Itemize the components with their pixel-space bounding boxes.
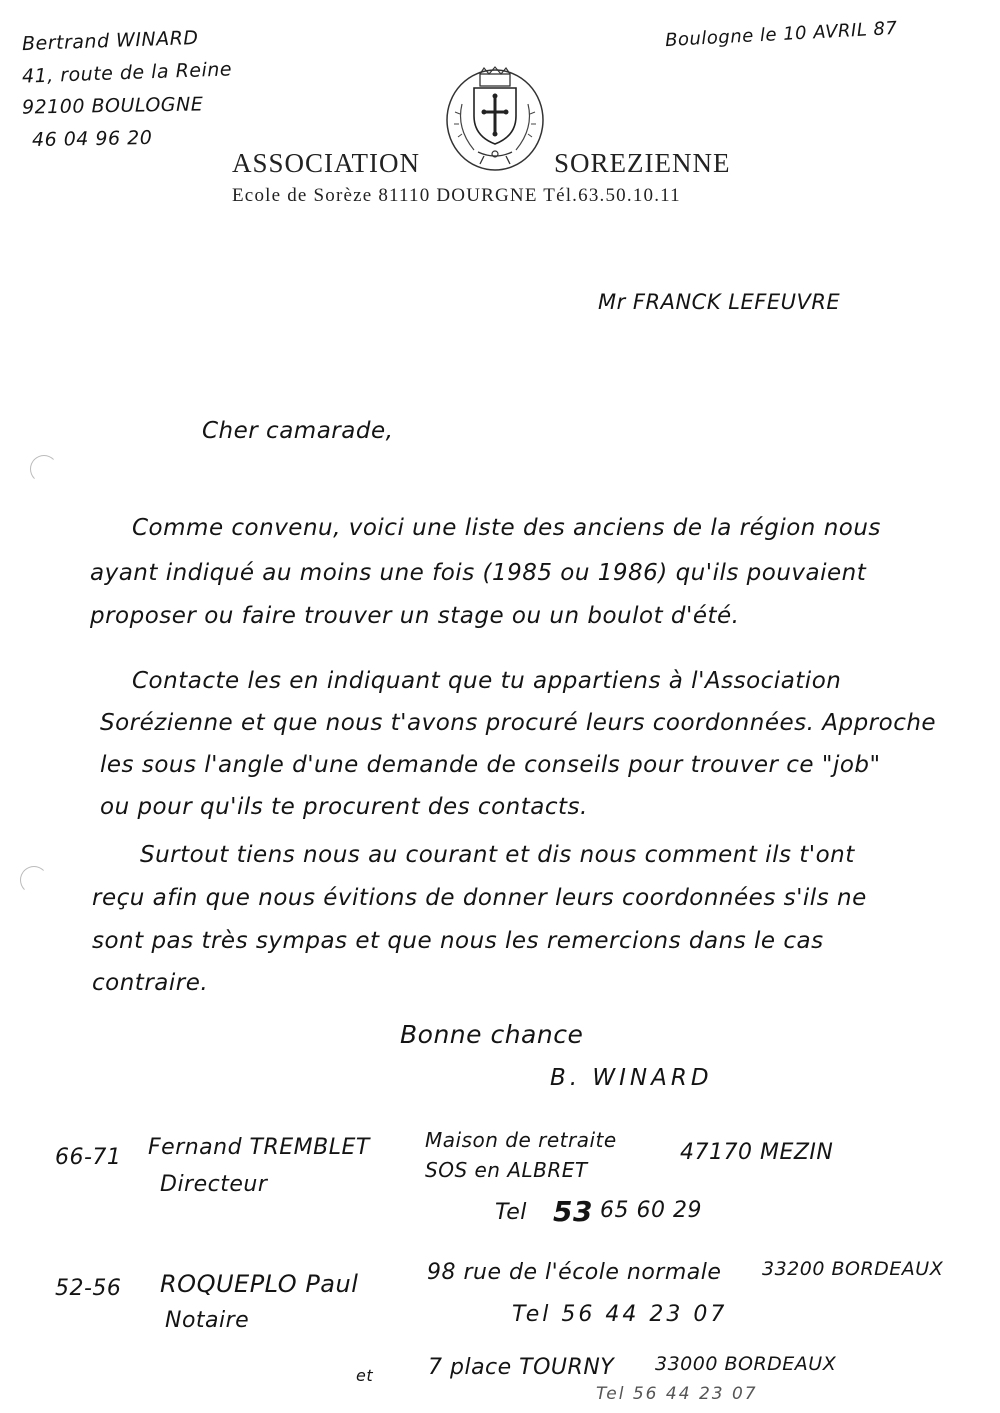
body-line: les sous l'angle d'une demande de conseils pour trouver ce "job" bbox=[100, 752, 881, 778]
body-line: Contacte les en indiquant que tu appartiens à l'Association bbox=[132, 668, 842, 694]
letterhead-name-right: SOREZIENNE bbox=[554, 148, 731, 178]
body-line: ou pour qu'ils te procurent des contacts. bbox=[100, 794, 588, 820]
recipient: Mr FRANCK LEFEUVRE bbox=[598, 290, 841, 314]
punch-hole-mark-bottom bbox=[20, 866, 48, 894]
signature: B. WINARD bbox=[550, 1065, 713, 1091]
contact-title: Notaire bbox=[165, 1308, 250, 1333]
contact-tel: Tel 56 44 23 07 bbox=[512, 1302, 728, 1327]
sender-name: Bertrand WINARD bbox=[21, 26, 199, 56]
conjunction: et bbox=[356, 1366, 374, 1385]
body-line: proposer ou faire trouver un stage ou un boulot d'été. bbox=[90, 603, 740, 629]
contact-org-line2: SOS en ALBRET bbox=[425, 1158, 588, 1182]
body-line: contraire. bbox=[92, 970, 209, 996]
contact-org-line1: Maison de retraite bbox=[425, 1128, 617, 1152]
closing: Bonne chance bbox=[400, 1020, 584, 1049]
contact-tel: 65 60 29 bbox=[600, 1198, 702, 1223]
contact-years: 66-71 bbox=[55, 1145, 122, 1170]
contact-tel-prefix: 53 bbox=[553, 1195, 593, 1228]
contact-city: 33200 BORDEAUX bbox=[762, 1258, 944, 1280]
body-line: sont pas très sympas et que nous les remercions dans le cas bbox=[92, 928, 824, 954]
body-line: ayant indiqué au moins une fois (1985 ou 1986) qu'ils pouvaient bbox=[90, 560, 867, 586]
contact-years: 52-56 bbox=[55, 1276, 122, 1301]
contact-tel: Tel 56 44 23 07 bbox=[596, 1384, 758, 1404]
body-line: Surtout tiens nous au courant et dis nous comment ils t'ont bbox=[140, 842, 855, 868]
body-line: Comme convenu, voici une liste des anciens de la région nous bbox=[132, 515, 881, 541]
body-line: reçu afin que nous évitions de donner leurs coordonnées s'ils ne bbox=[92, 885, 867, 911]
contact-name: ROQUEPLO Paul bbox=[160, 1270, 359, 1298]
contact-title: Directeur bbox=[160, 1172, 268, 1197]
contact-tel-label: Tel bbox=[495, 1200, 527, 1225]
letterhead-address: Ecole de Sorèze 81110 DOURGNE Tél.63.50.10.11 bbox=[232, 185, 681, 206]
sender-phone: 46 04 96 20 bbox=[31, 126, 153, 152]
punch-hole-mark-top bbox=[30, 455, 58, 483]
body-line: Sorézienne et que nous t'avons procuré leurs coordonnées. Approche bbox=[100, 710, 937, 736]
date-line: Boulogne le 10 AVRIL 87 bbox=[664, 17, 898, 52]
sender-city: 92100 BOULOGNE bbox=[21, 93, 204, 119]
salutation: Cher camarade, bbox=[202, 418, 394, 444]
sender-street: 41, route de la Reine bbox=[21, 58, 233, 88]
contact-address: 98 rue de l'école normale bbox=[427, 1260, 722, 1285]
contact-city: 33000 BORDEAUX bbox=[655, 1353, 837, 1375]
contact-name: Fernand TREMBLET bbox=[148, 1135, 370, 1160]
contact-address: 7 place TOURNY bbox=[428, 1355, 615, 1380]
crest-logo bbox=[444, 64, 546, 172]
letterhead-name-left: ASSOCIATION bbox=[232, 148, 421, 178]
contact-city: 47170 MEZIN bbox=[680, 1140, 834, 1165]
